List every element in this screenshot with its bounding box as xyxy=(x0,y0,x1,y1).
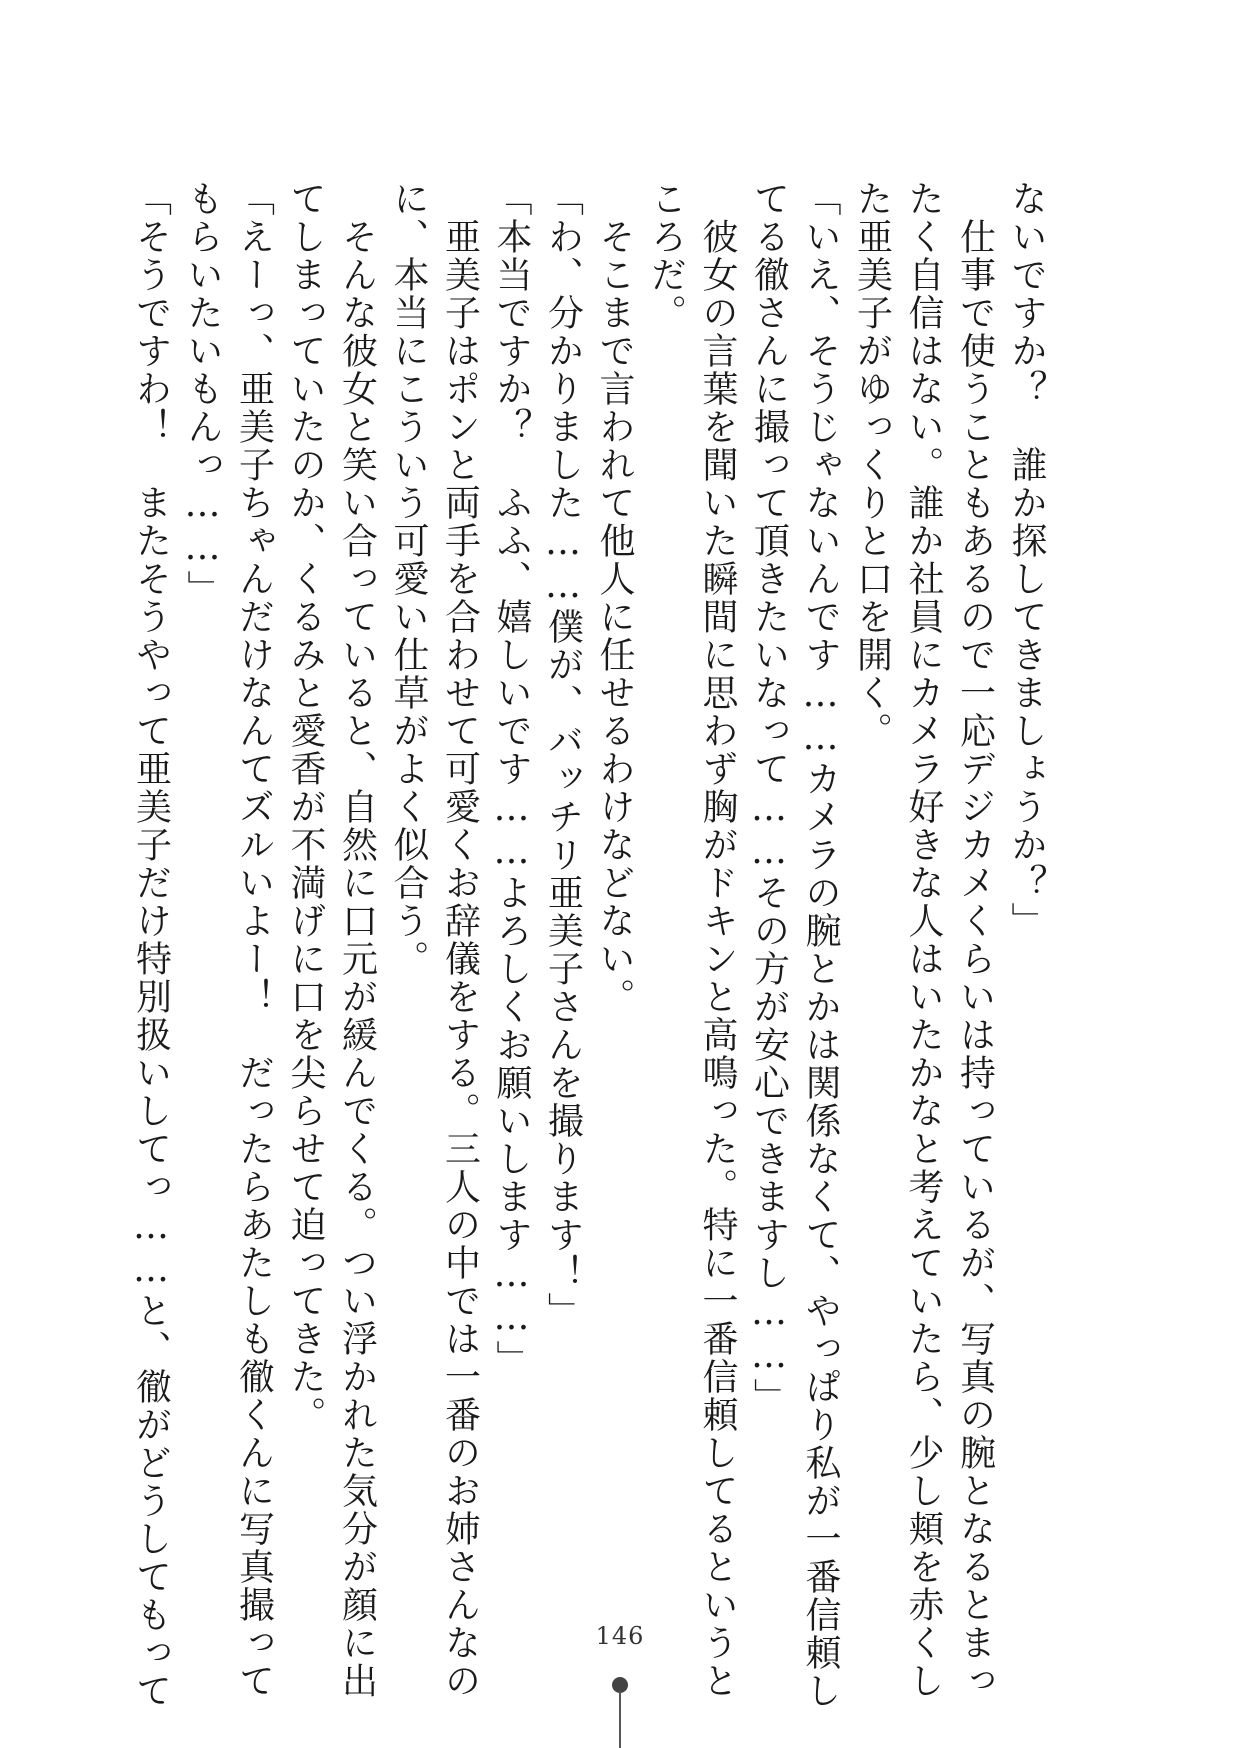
text-line: そんな彼女と笑い合っていると、自然に口元が緩んでくる。つい浮かれた気分が顔に出 xyxy=(336,180,378,1700)
text-line: 「いえ、そうじゃないんです……カメラの腕とかは関係なくて、やっぱり私が一番信頼し xyxy=(800,180,841,1710)
text-line: ないですか？ 誰か探してきましょうか？」 xyxy=(1006,180,1047,940)
text-line: 「そうですわ！ またそうやって亜美子だけ特別扱いしてっ……と、徹がどうしてもって xyxy=(130,180,172,1710)
text-line: 亜美子はポンと両手を合わせて可愛くお辞儀をする。三人の中では一番のお姉さんなの xyxy=(439,180,481,1700)
page-number: 146 xyxy=(595,1622,645,1650)
text-line: 彼女の言葉を聞いた瞬間に思わず胸がドキンと高鳴った。特に一番信頼してるというと xyxy=(697,180,738,1700)
text-line: に、本当にこういう可愛い仕草がよく似合う。 xyxy=(388,180,429,978)
text-line: 「本当ですか？ ふふ、嬉しいです……よろしくお願いします……」 xyxy=(491,180,532,1378)
text-line: もらいたいもんっ……」 xyxy=(182,180,223,608)
text-line: てる徹さんに撮って頂きたいなって……その方が安心できますし……」 xyxy=(748,180,790,1416)
marker-stem xyxy=(619,1691,621,1748)
text-line: 「わ、分かりました……僕が、バッチリ亜美子さんを撮ります！」 xyxy=(542,180,584,1330)
text-line: 「えーっ、亜美子ちゃんだけなんてズルいよー！ だったらあたしも徹くんに写真撮って xyxy=(233,180,275,1700)
text-line: たく自信はない。誰か社員にカメラ好きな人はいたかなと考えていたら、少し頬を赤くし xyxy=(903,180,944,1700)
text-line: そこまで言われて他人に任せるわけなどない。 xyxy=(594,180,635,1016)
text-line: てしまっていたのか、くるみと愛香が不満げに口を尖らせて迫ってきた。 xyxy=(285,180,326,1434)
text-line: ころだ。 xyxy=(645,180,687,332)
text-line: 仕事で使うこともあるので一応デジカメくらいは持っているが、写真の腕となるとまっ xyxy=(954,180,996,1700)
text-line: た亜美子がゆっくりと口を開く。 xyxy=(851,180,893,750)
